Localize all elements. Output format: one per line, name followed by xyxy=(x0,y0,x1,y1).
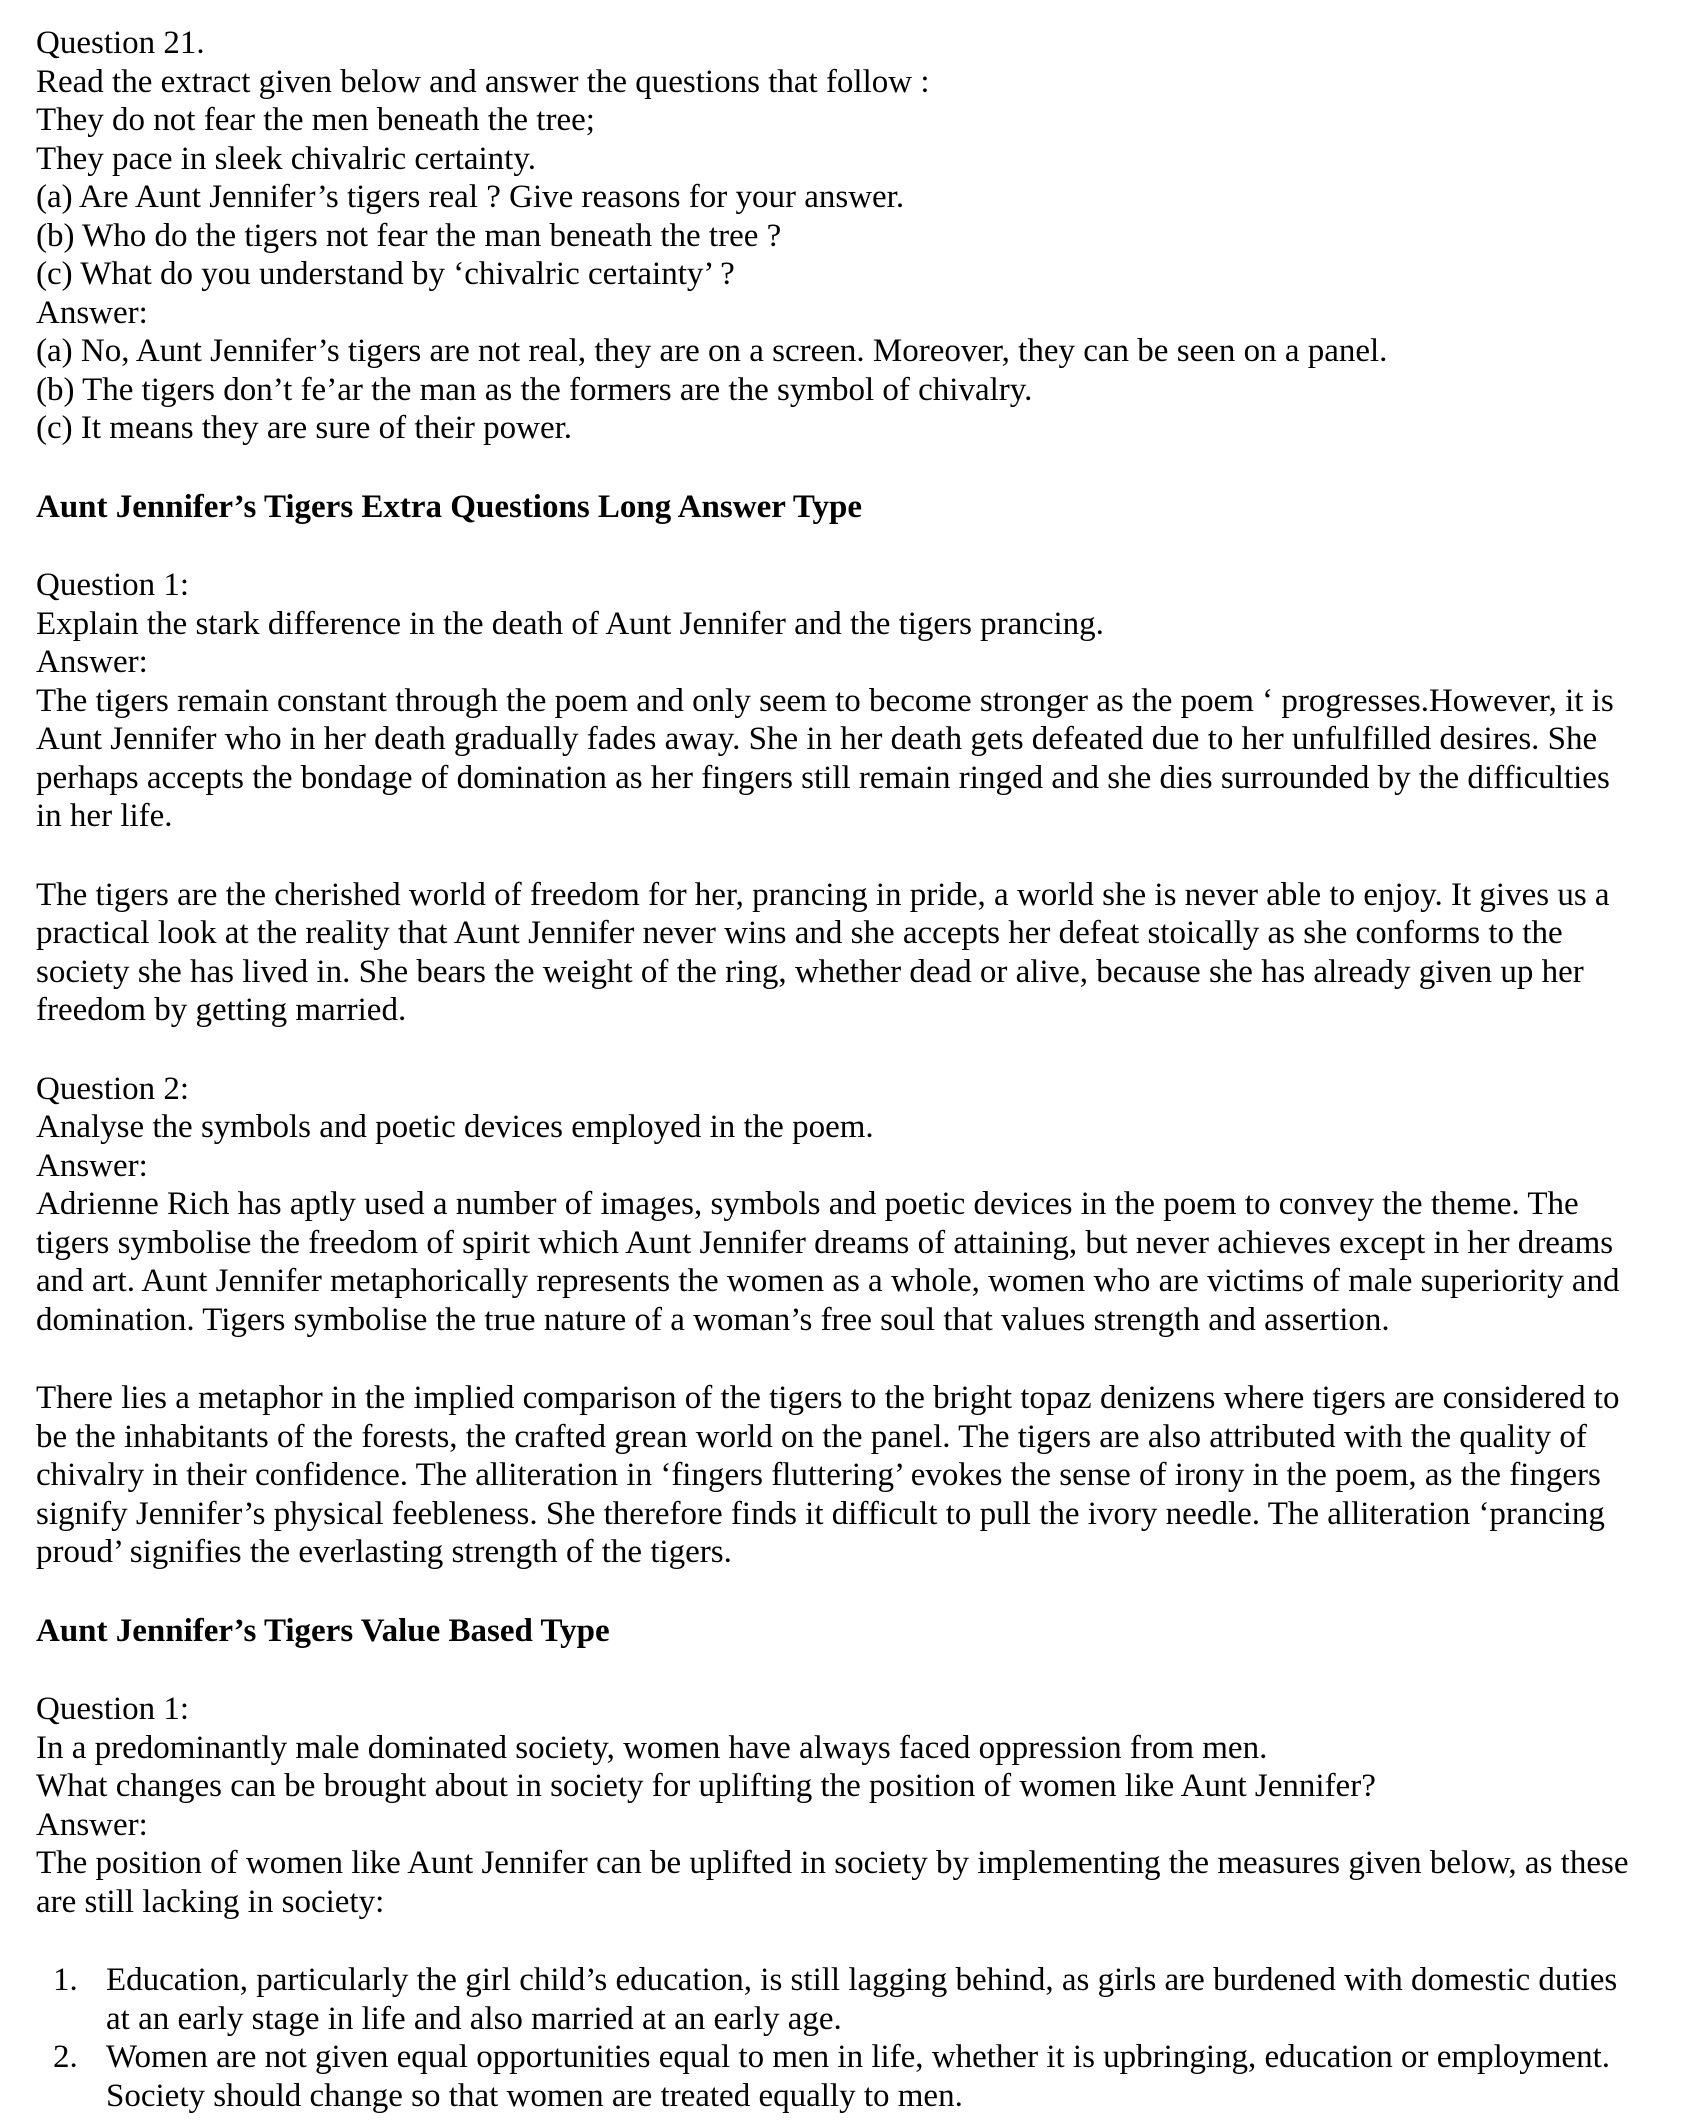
text-line: freedom by getting married. xyxy=(36,992,407,1028)
text-line: in her life. xyxy=(36,798,173,834)
list-item xyxy=(36,2038,1670,2115)
text-line: Women are not given equal opportunities equal to men in life, whether it is upbringing, education or employment. xyxy=(106,2039,1610,2075)
long-answer-question-1-continued xyxy=(36,876,1670,1030)
text-line: Question 1: xyxy=(36,567,190,603)
text-line: There lies a metaphor in the implied comparison of the tigers to the bright topaz denizens where tigers are considered to xyxy=(36,1380,1620,1416)
text-line: The position of women like Aunt Jennifer can be uplifted in society by implementing the measures given below, as these xyxy=(36,1845,1629,1881)
list-item-text xyxy=(106,1961,1670,2038)
text-line: (c) What do you understand by ‘chivalric certainty’ ? xyxy=(36,256,735,292)
text-line: Society should change so that women are treated equally to men. xyxy=(106,2077,963,2114)
text-line: (a) Are Aunt Jennifer’s tigers real ? Give reasons for your answer. xyxy=(36,179,905,215)
text-line: Answer: xyxy=(36,644,148,680)
text-line: They pace in sleek chivalric certainty. xyxy=(36,140,536,177)
text-line: practical look at the reality that Aunt Jennifer never wins and she accepts her defeat stoically as she conforms to the xyxy=(36,915,1563,951)
text-line: Education, particularly the girl child’s education, is still lagging behind, as girls are burdened with domestic duties xyxy=(106,1962,1618,1998)
text-line: signify Jennifer’s physical feebleness. She therefore finds it difficult to pull the ivory needle. The alliteration ‘prancing xyxy=(36,1495,1605,1532)
measures-ordered-list xyxy=(36,1961,1670,2115)
text-line: Question 21. xyxy=(36,25,205,61)
list-item-number: 1. xyxy=(53,1962,78,1998)
value-based-question-1-section xyxy=(36,1690,1670,1921)
text-line: perhaps accepts the bondage of domination as her fingers still remain ringed and she dies surrounded by the difficulties xyxy=(36,759,1610,796)
list-item xyxy=(36,1961,1670,2038)
text-line: The tigers remain constant through the poem and only seem to become stronger as the poem ‘ progresses.However, it is xyxy=(36,682,1614,719)
long-answer-question-1-section xyxy=(36,566,1670,836)
text-line: proud’ signifies the everlasting strength of the tigers. xyxy=(36,1534,732,1570)
text-line: (b) Who do the tigers not fear the man beneath the tree ? xyxy=(36,217,782,254)
text-line: at an early stage in life and also married at an early age. xyxy=(106,2000,842,2037)
text-line: Aunt Jennifer who in her death gradually fades away. She in her death gets defeated due to her unfulfilled desires. She xyxy=(36,721,1598,757)
text-line: Answer: xyxy=(36,294,148,331)
question-21-section xyxy=(36,24,1670,448)
list-item-number: 2. xyxy=(53,2039,78,2075)
text-line: Answer: xyxy=(36,1147,148,1184)
text-line: tigers symbolise the freedom of spirit which Aunt Jennifer dreams of attaining, but never achieves except in her dreams xyxy=(36,1224,1614,1261)
text-line: domination. Tigers symbolise the true nature of a woman’s free soul that values strength and assertion. xyxy=(36,1301,1390,1338)
text-line: Answer: xyxy=(36,1806,148,1843)
text-line: chivalry in their confidence. The alliteration in ‘fingers fluttering’ evokes the sense of irony in the poem, as the fingers xyxy=(36,1457,1601,1493)
list-item-text xyxy=(106,2038,1670,2115)
text-line: The tigers are the cherished world of freedom for her, prancing in pride, a world she is never able to enjoy. It gives us a xyxy=(36,876,1610,913)
text-line: Question 1: xyxy=(36,1691,190,1727)
text-line: Adrienne Rich has aptly used a number of images, symbols and poetic devices in the poem to convey the theme. The xyxy=(36,1186,1579,1222)
long-answer-question-2-section xyxy=(36,1070,1670,1340)
value-based-section-heading: Aunt Jennifer’s Tigers Value Based Type xyxy=(36,1612,610,1649)
text-line: Read the extract given below and answer the questions that follow : xyxy=(36,63,930,100)
long-answer-section-heading: Aunt Jennifer’s Tigers Extra Questions Long Answer Type xyxy=(36,488,862,525)
text-line: Analyse the symbols and poetic devices employed in the poem. xyxy=(36,1109,874,1145)
text-line: Question 2: xyxy=(36,1070,190,1107)
text-line: Explain the stark difference in the death of Aunt Jennifer and the tigers prancing. xyxy=(36,605,1104,642)
text-line: and art. Aunt Jennifer metaphorically represents the women as a whole, women who are victims of male superiority and xyxy=(36,1263,1620,1299)
text-line: (b) The tigers don’t fe’ar the man as the formers are the symbol of chivalry. xyxy=(36,371,1033,408)
long-answer-question-2-continued xyxy=(36,1379,1670,1572)
text-line: are still lacking in society: xyxy=(36,1883,385,1920)
text-line: In a predominantly male dominated society, women have always faced oppression from men. xyxy=(36,1729,1268,1766)
text-line: society she has lived in. She bears the weight of the ring, whether dead or alive, because she has already given up her xyxy=(36,953,1584,990)
text-line: They do not fear the men beneath the tree; xyxy=(36,102,595,138)
text-line: (a) No, Aunt Jennifer’s tigers are not real, they are on a screen. Moreover, they can be seen on a panel. xyxy=(36,333,1388,369)
text-line: (c) It means they are sure of their power. xyxy=(36,410,573,446)
text-line: What changes can be brought about in society for uplifting the position of women like Aunt Jennifer? xyxy=(36,1768,1376,1804)
text-line: be the inhabitants of the forests, the crafted grean world on the panel. The tigers are also attributed with the quality of xyxy=(36,1418,1587,1455)
